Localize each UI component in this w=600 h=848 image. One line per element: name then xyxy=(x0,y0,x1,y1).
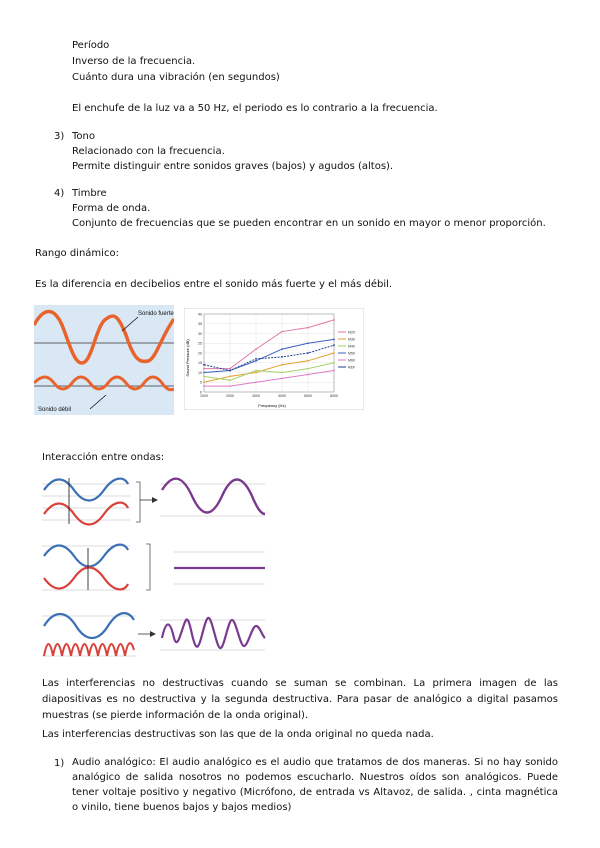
data-point xyxy=(203,368,205,370)
y-tick-label: 40 xyxy=(198,312,202,317)
data-point xyxy=(333,362,335,364)
x-tick-label: 1000 xyxy=(200,394,208,398)
data-point xyxy=(203,385,205,387)
y-tick-label: 0 xyxy=(200,390,202,395)
tono-number: 3) xyxy=(54,131,65,142)
wave-interaction-figure xyxy=(40,470,270,670)
data-point xyxy=(333,370,335,372)
rango-definition: Es la diferencia en decibelios entre el sonido más fuerte y el más débil. xyxy=(35,279,393,290)
data-point xyxy=(307,352,309,354)
data-point xyxy=(203,364,205,366)
timbre-line-1: Forma de onda. xyxy=(72,203,151,214)
mixed-row xyxy=(42,613,265,656)
legend-label: M20 xyxy=(348,330,355,335)
x-tick-label: 5000 xyxy=(304,394,312,398)
legend-label: M40 xyxy=(348,344,355,349)
data-point xyxy=(281,331,283,333)
chart-ylabel: Sound Pressure (dB) xyxy=(185,339,190,377)
data-point xyxy=(255,358,257,360)
x-tick-label: 4000 xyxy=(278,394,286,398)
y-tick-label: 20 xyxy=(198,351,202,356)
timbre-number: 4) xyxy=(54,188,65,199)
x-tick-label: 3000 xyxy=(252,394,260,398)
data-point xyxy=(281,356,283,358)
y-tick-label: 25 xyxy=(198,341,202,346)
x-tick-label: 2000 xyxy=(226,394,234,398)
legend-label: M60 xyxy=(348,358,355,363)
dynamic-range-figure xyxy=(34,305,174,415)
y-tick-label: 30 xyxy=(198,331,202,336)
label-strong: Sonido fuerte xyxy=(138,311,174,317)
data-point xyxy=(281,372,283,374)
timbre-line-2: Conjunto de frecuencias que se pueden encontrar en un sonido en mayor o menor proporción. xyxy=(72,218,546,229)
periodo-line-1: Inverso de la frecuencia. xyxy=(72,56,196,67)
data-point xyxy=(333,344,335,346)
data-point xyxy=(203,372,205,374)
data-point xyxy=(281,364,283,366)
data-point xyxy=(333,338,335,340)
data-point xyxy=(229,370,231,372)
tono-line-1: Relacionado con la frecuencia. xyxy=(72,146,225,157)
data-point xyxy=(307,327,309,329)
timbre-heading: Timbre xyxy=(72,188,107,199)
data-point xyxy=(307,374,309,376)
interaccion-paragraph-1: Las interferencias no destructivas cuando se suman se combinan. La primera imagen de las diapositivas es no destructiva y la segunda destructiva. Para pasar de analógico a digital pasamos muestras (se pierde información de la onda original). xyxy=(42,678,558,721)
data-point xyxy=(307,342,309,344)
chart-xlabel: Frequency (Hz) xyxy=(258,403,286,408)
data-point xyxy=(333,319,335,321)
data-point xyxy=(203,376,205,378)
data-point xyxy=(307,360,309,362)
data-point xyxy=(255,348,257,350)
data-point xyxy=(229,385,231,387)
tono-heading: Tono xyxy=(72,131,95,142)
y-tick-label: 10 xyxy=(198,370,202,375)
legend-label: REF xyxy=(348,365,356,370)
periodo-heading: Período xyxy=(72,40,110,51)
data-point xyxy=(203,381,205,383)
data-point xyxy=(229,379,231,381)
y-tick-label: 35 xyxy=(198,322,202,327)
interaccion-heading: Interacción entre ondas: xyxy=(42,452,165,463)
audio-number: 1) xyxy=(54,758,65,769)
audio-paragraph: Audio analógico: El audio analógico es el audio que tratamos de dos maneras. Si no hay sonido analógico de salida nosotros no podemos escucharlo. Nuestros oídos son analógicos. Puede tener voltaje positivo y negativo (Micrófono, de entrada vs Altavoz, de salida. , cinta magnética o vinilo, tiene buenos bajos y bajos medios) xyxy=(72,757,558,813)
rango-heading: Rango dinámico: xyxy=(35,248,119,259)
data-point xyxy=(281,377,283,379)
sound-pressure-chart xyxy=(184,308,364,410)
constructive-row xyxy=(42,478,265,525)
data-point xyxy=(255,370,257,372)
y-tick-label: 5 xyxy=(200,380,202,385)
label-weak: Sonido débil xyxy=(38,407,72,413)
data-point xyxy=(307,368,309,370)
data-point xyxy=(281,348,283,350)
x-tick-label: 6000 xyxy=(330,394,338,398)
tono-line-2: Permite distinguir entre sonidos graves (bajos) y agudos (altos). xyxy=(72,161,394,172)
data-point xyxy=(255,372,257,374)
data-point xyxy=(255,381,257,383)
data-point xyxy=(333,352,335,354)
legend-label: M50 xyxy=(348,351,355,356)
destructive-row xyxy=(42,544,265,590)
data-point xyxy=(229,368,231,370)
periodo-note: El enchufe de la luz va a 50 Hz, el periodo es lo contrario a la frecuencia. xyxy=(72,103,438,114)
periodo-line-2: Cuánto dura una vibración (en segundos) xyxy=(72,72,280,83)
y-tick-label: 15 xyxy=(198,361,202,366)
interaccion-paragraph-2: Las interferencias destructivas son las que de la onda original no queda nada. xyxy=(42,729,434,740)
data-point xyxy=(255,360,257,362)
legend-label: M30 xyxy=(348,337,355,342)
data-point xyxy=(229,376,231,378)
